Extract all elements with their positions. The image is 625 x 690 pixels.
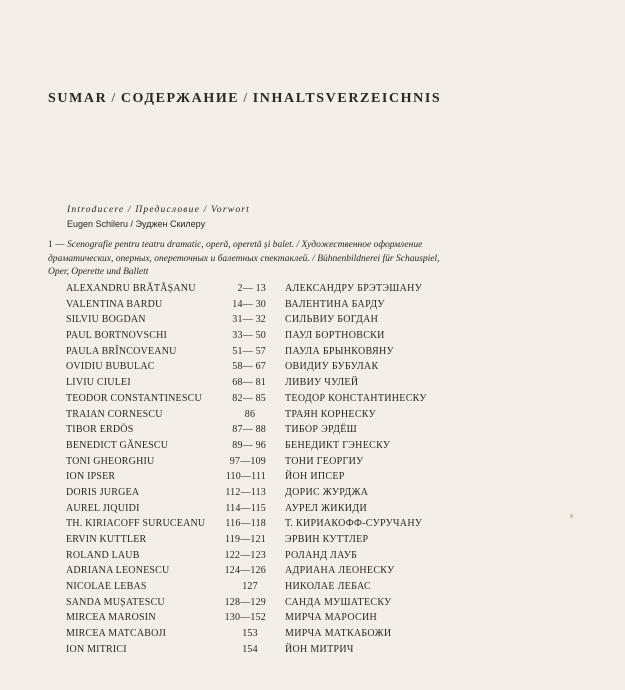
section-number: 1 — (48, 240, 65, 250)
artist-name-cyrillic: ТЕОДОР КОНСТАНТИНЕСКУ (285, 392, 427, 404)
artist-name-latin: ION MITRICI (66, 643, 127, 655)
page-range: 97—109 (229, 455, 266, 467)
page-range: 14— 30 (232, 298, 266, 310)
paper-speck (570, 514, 573, 518)
page-range: 89— 96 (232, 439, 266, 451)
page-range: 112—113 (225, 486, 266, 498)
artist-name-latin: AUREL JIQUIDI (66, 502, 140, 514)
artist-name-latin: LIVIU CIULEI (66, 377, 131, 389)
page-range: 153 (242, 628, 258, 640)
list-item (66, 283, 446, 299)
artist-name-cyrillic: МИРЧА МАТКАБОЖИ (285, 628, 392, 640)
page-range: 68— 81 (232, 377, 266, 389)
list-item (66, 518, 446, 534)
list-item (66, 456, 446, 472)
page-range: 82— 85 (232, 392, 266, 404)
artist-name-latin: SILVIU BOGDAN (66, 314, 146, 326)
artist-name-latin: MIRCEA MATCABOJI (66, 628, 167, 640)
artist-name-latin: MIRCEA MAROSIN (66, 612, 156, 624)
page-range: 127 (242, 581, 258, 593)
artist-name-cyrillic: АУРЕЛ ЖИКИДИ (285, 502, 367, 514)
artist-name-latin: PAUL BORTNOVSCHI (66, 330, 168, 342)
page-range: 114—115 (225, 502, 266, 514)
list-item (66, 314, 446, 330)
list-item (66, 628, 446, 644)
list-item (66, 377, 446, 393)
list-item (66, 440, 446, 456)
artist-name-latin: TIBOR ERDÖS (66, 424, 134, 436)
page-range: 31— 32 (232, 314, 266, 326)
page-range: 2— 13 (237, 283, 266, 294)
section-title: Scenografie pentru teatru dramatic, operă, operetă și balet. / Художественное оформление драматических, оперных, опереточных и балетных спектаклей. / Bühnenbildnerei für Schauspiel, Oper, Operette und Ballett (48, 240, 440, 277)
page-range: 33— 50 (232, 330, 266, 342)
artist-name-latin: ERVIN KUTTLER (66, 534, 147, 545)
artist-name-latin: TONI GHEORGHIU (66, 455, 155, 467)
intro-title: Introducere / Предисловие / Vorwort (67, 205, 251, 215)
list-item (66, 471, 446, 487)
list-item (66, 487, 446, 503)
artist-name-cyrillic: ЛИВИУ ЧУЛЕЙ (285, 377, 359, 389)
artist-name-latin: ROLAND LAUB (66, 549, 140, 561)
heading-separator: / (111, 91, 117, 106)
list-item (66, 330, 446, 346)
heading-russian: СОДЕРЖАНИЕ (120, 91, 240, 106)
page-range: 154 (242, 643, 258, 655)
page-range: 130—152 (224, 612, 266, 624)
list-item (66, 581, 446, 597)
artist-name-latin: TRAIAN CORNESCU (66, 408, 163, 420)
artist-name-cyrillic: ПАУЛА БРЫНКОВЯНУ (285, 345, 394, 357)
list-item (66, 565, 446, 581)
artist-name-cyrillic: ЭРВИН КУТТЛЕР (285, 534, 369, 545)
artist-name-cyrillic: САНДА МУШАТЕСКУ (285, 596, 392, 608)
heading-romanian: SUMAR (48, 91, 108, 106)
artist-name-cyrillic: СИЛЬВИУ БОГДАН (285, 314, 379, 326)
list-item (66, 299, 446, 315)
artist-name-latin: SANDA MUȘATESCU (66, 596, 165, 608)
contents-list (66, 283, 446, 660)
artist-name-latin: ALEXANDRU BRĂTĂȘANU (66, 283, 196, 294)
page-range: 124—126 (224, 565, 266, 577)
artist-name-latin: PAULA BRÎNCOVEANU (66, 345, 177, 357)
artist-name-latin: ION IPSER (66, 471, 116, 483)
artist-name-latin: NICOLAE LEBAS (66, 581, 147, 593)
artist-name-cyrillic: ВАЛЕНТИНА БАРДУ (285, 298, 385, 310)
list-item (66, 644, 446, 660)
list-item (66, 424, 446, 440)
artist-name-cyrillic: ПАУЛ БОРТНОВСКИ (285, 330, 385, 342)
artist-name-cyrillic: ОВИДИУ БУБУЛАК (285, 361, 379, 373)
artist-name-latin: BENEDICT GĂNESCU (66, 439, 169, 451)
artist-name-latin: OVIDIU BUBULAC (66, 361, 155, 373)
artist-name-cyrillic: МИРЧА МАРОСИН (285, 612, 378, 624)
page-range: 51— 57 (232, 345, 266, 357)
artist-name-cyrillic: ДОРИС ЖУРДЖА (285, 486, 369, 498)
intro-author: Eugen Schileru / Эуджен Скилеру (67, 219, 206, 229)
artist-name-cyrillic: Т. КИРИАКОФФ-СУРУЧАНУ (285, 518, 423, 530)
artist-name-latin: TEODOR CONSTANTINESCU (66, 392, 202, 404)
artist-name-cyrillic: ЙОН МИТРИЧ (285, 643, 354, 655)
heading-german: INHALTSVERZEICHNIS (252, 91, 442, 106)
page-range: 122—123 (224, 549, 266, 561)
artist-name-cyrillic: АЛЕКСАНДРУ БРЭТЭШАНУ (285, 283, 423, 294)
heading-separator: / (243, 91, 249, 106)
page-range: 87— 88 (232, 424, 266, 436)
list-item (66, 346, 446, 362)
list-item (66, 597, 446, 613)
artist-name-cyrillic: НИКОЛАЕ ЛЕБАС (285, 581, 371, 593)
artist-name-latin: TH. KIRIACOFF SURUCEANU (66, 518, 206, 530)
page-range: 110—111 (225, 471, 266, 483)
artist-name-cyrillic: ТРАЯН КОРНЕСКУ (285, 408, 376, 420)
artist-name-cyrillic: ТИБОР ЭРДЁШ (285, 424, 358, 436)
list-item (66, 612, 446, 628)
artist-name-cyrillic: БЕНЕДИКТ ГЭНЕСКУ (285, 439, 391, 451)
page-range: 58— 67 (232, 361, 266, 373)
list-item (66, 409, 446, 425)
list-item (66, 361, 446, 377)
artist-name-cyrillic: ЙОН ИПСЕР (285, 471, 345, 483)
artist-name-cyrillic: ТОНИ ГЕОРГИУ (285, 455, 364, 467)
artist-name-latin: VALENTINA BARDU (66, 298, 163, 310)
list-item (66, 550, 446, 566)
page-range: 119—121 (224, 534, 266, 545)
list-item (66, 534, 446, 550)
list-item (66, 503, 446, 519)
artist-name-cyrillic: РОЛАНД ЛАУБ (285, 549, 358, 561)
artist-name-cyrillic: АДРИАНА ЛЕОНЕСКУ (285, 565, 395, 577)
page-heading (48, 91, 441, 107)
list-item (66, 393, 446, 409)
section-heading (48, 239, 448, 280)
artist-name-latin: DORIS JURGEA (66, 486, 140, 498)
page-range: 128—129 (224, 596, 266, 608)
artist-name-latin: ADRIANA LEONESCU (66, 565, 170, 577)
page-range: 116—118 (225, 518, 266, 530)
page-range: 86 (244, 408, 256, 420)
